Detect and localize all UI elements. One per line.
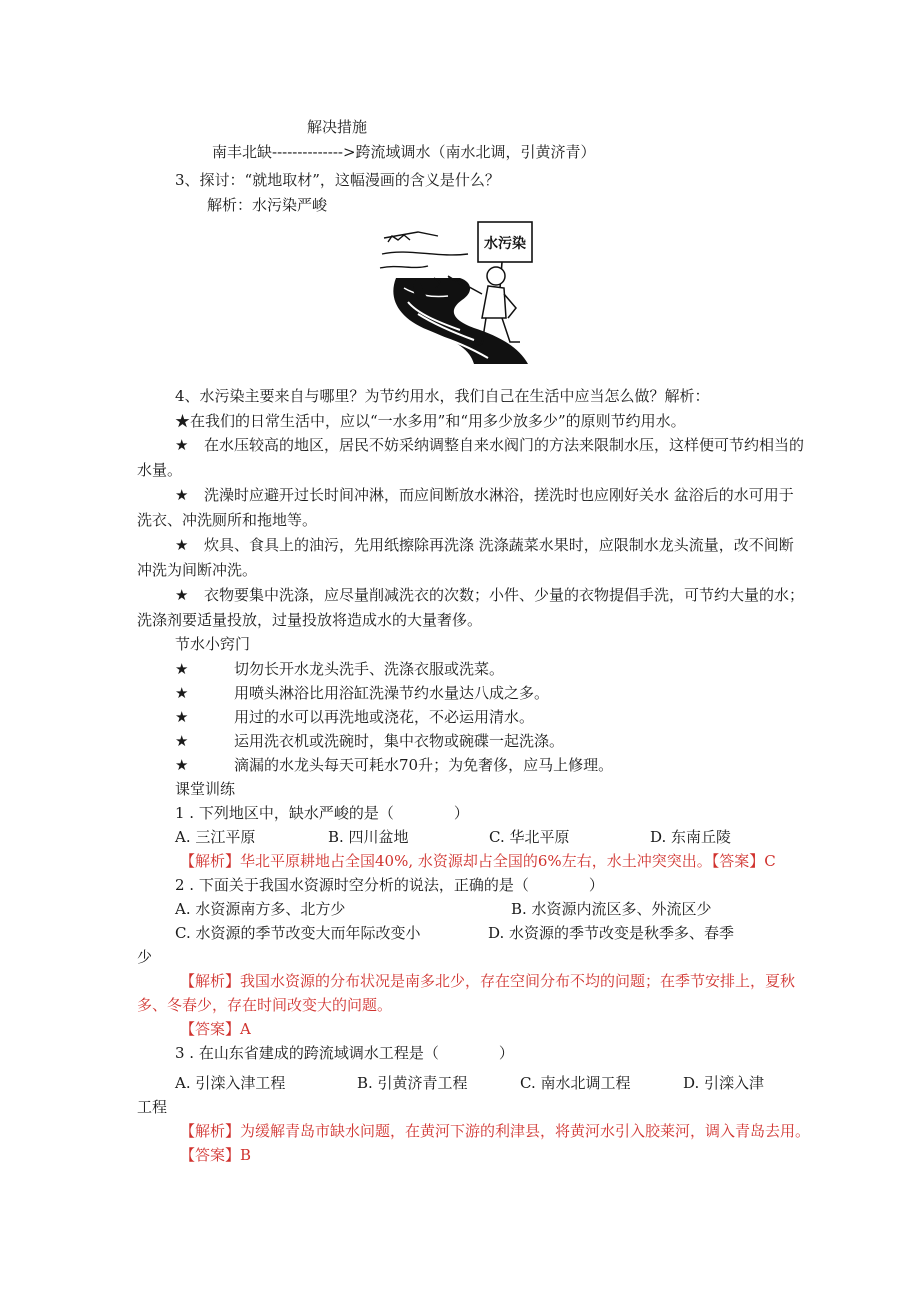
tq2-option-c: C. 水资源的季节改变大而年际改变小 xyxy=(175,924,421,942)
tq1-option-d: D. 东南丘陵 xyxy=(650,828,732,846)
star-icon: ★ xyxy=(175,586,189,604)
tq2-answer: 【答案】A xyxy=(180,1020,251,1038)
bullet-4-line-1: 炊具、食具上的油污，先用纸擦除再洗涤 洗涤蔬菜水果时，应限制水龙头流量，改不间断 xyxy=(204,536,794,554)
tq2-analysis-line-2: 多、冬春少，存在时间改变大的问题。 xyxy=(137,996,393,1014)
tq1-option-c: C. 华北平原 xyxy=(489,828,570,846)
tip-item: 切勿长开水龙头洗手、洗涤衣服或洗菜。 xyxy=(234,660,505,678)
star-icon: ★ xyxy=(175,732,189,750)
tq2-stem: 2 . 下面关于我国水资源时空分析的说法，正确的是（ ） xyxy=(175,876,604,894)
measures-line: 南丰北缺-------------->跨流域调水（南水北调，引黄济青） xyxy=(212,143,596,161)
tip-item: 用过的水可以再洗地或浇花，不必运用清水。 xyxy=(234,708,535,726)
tq3-analysis: 【解析】为缓解青岛市缺水问题，在黄河下游的利津县，将黄河水引入胶莱河，调入青岛去用。 xyxy=(180,1122,811,1140)
water-pollution-cartoon xyxy=(378,218,546,366)
tq3-option-d: D. 引滦入津 xyxy=(683,1074,765,1092)
star-icon: ★ xyxy=(175,708,189,726)
bullet-1: ★在我们的日常生活中，应以“一水多用”和“用多少放多少”的原则节约用水。 xyxy=(175,412,686,430)
tq2-option-a: A. 水资源南方多、北方少 xyxy=(175,900,346,918)
tips-title: 节水小窍门 xyxy=(175,635,251,653)
tq2-option-d-cont: 少 xyxy=(137,948,153,966)
tq3-answer: 【答案】B xyxy=(180,1146,252,1164)
cartoon-sign-text: 水污染 xyxy=(484,236,526,252)
bullet-4-line-2: 冲洗为间断冲洗。 xyxy=(137,561,258,579)
q3-question: 3、探讨：“就地取材”，这幅漫画的含义是什么？ xyxy=(175,171,500,189)
tip-item: 用喷头淋浴比用浴缸洗澡节约水量达八成之多。 xyxy=(234,684,550,702)
tq1-stem: 1 . 下列地区中，缺水严峻的是（ ） xyxy=(175,804,469,822)
star-icon: ★ xyxy=(175,536,189,554)
tip-item: 运用洗衣机或洗碗时，集中衣物或碗碟一起洗涤。 xyxy=(234,732,565,750)
tq2-option-d: D. 水资源的季节改变是秋季多、春季 xyxy=(488,924,735,942)
tq3-option-c: C. 南水北调工程 xyxy=(520,1074,631,1092)
star-icon: ★ xyxy=(175,756,189,774)
q4-question: 4、水污染主要来自与哪里？为节约用水，我们自己在生活中应当怎么做？解析： xyxy=(175,387,710,405)
tq3-option-a: A. 引滦入津工程 xyxy=(175,1074,286,1092)
bullet-3-line-1: 洗澡时应避开过长时间冲淋，而应间断放水淋浴，搓洗时也应刚好关水 盆浴后的水可用于 xyxy=(204,486,794,504)
tq1-option-a: A. 三江平原 xyxy=(175,828,256,846)
star-icon: ★ xyxy=(175,436,189,454)
tq2-analysis-line-1: 【解析】我国水资源的分布状况是南多北少，存在空间分布不均的问题；在季节安排上，夏秋 xyxy=(180,972,796,990)
measures-heading: 解决措施 xyxy=(307,118,368,136)
tq3-stem: 3 . 在山东省建成的跨流域调水工程是（ ） xyxy=(175,1044,514,1062)
tq3-option-d-cont: 工程 xyxy=(137,1098,168,1116)
bullet-5-line-2: 洗涤剂要适量投放，过量投放将造成水的大量奢侈。 xyxy=(137,611,483,629)
star-icon: ★ xyxy=(175,660,189,678)
tq1-analysis: 【解析】华北平原耕地占全国40%, 水资源却占全国的6%左右，水土冲突突出。【答案】C xyxy=(180,852,776,870)
tq2-option-b: B. 水资源内流区多、外流区少 xyxy=(511,900,712,918)
bullet-2-line-2: 水量。 xyxy=(137,461,183,479)
star-icon: ★ xyxy=(175,486,189,504)
training-title: 课堂训练 xyxy=(175,780,236,798)
bullet-2-line-1: 在水压较高的地区，居民不妨采纳调整自来水阀门的方法来限制水压，这样便可节约相当的 xyxy=(204,436,805,454)
bullet-3-line-2: 洗衣、冲洗厕所和拖地等。 xyxy=(137,511,318,529)
tip-item: 滴漏的水龙头每天可耗水70升；为免奢侈，应马上修理。 xyxy=(234,756,614,774)
tq1-option-b: B. 四川盆地 xyxy=(328,828,409,846)
tq3-option-b: B. 引黄济青工程 xyxy=(357,1074,468,1092)
star-icon: ★ xyxy=(175,684,189,702)
bullet-5-line-1: 衣物要集中洗涤，应尽量削减洗衣的次数；小件、少量的衣物提倡手洗，可节约大量的水； xyxy=(204,586,805,604)
q3-answer: 解析：水污染严峻 xyxy=(207,196,328,214)
